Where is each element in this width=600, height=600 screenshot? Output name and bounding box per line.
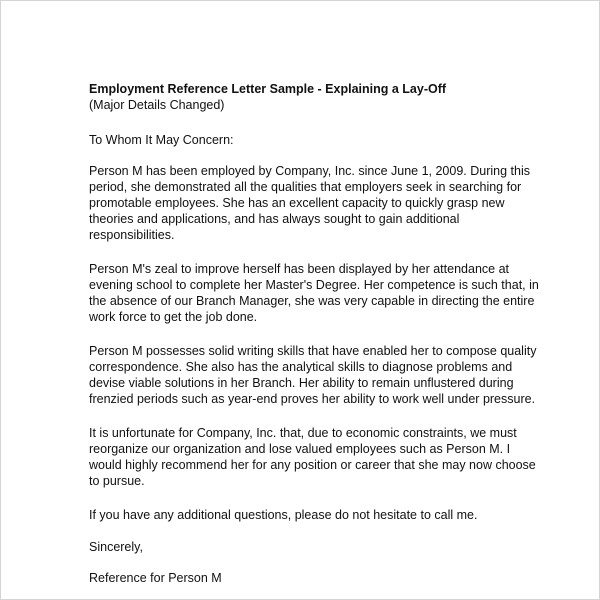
letter-title: Employment Reference Letter Sample - Explaining a Lay-Off bbox=[89, 82, 447, 96]
paragraph-line: devise viable solutions in her Branch. Her ability to remain unflustered during bbox=[89, 376, 514, 390]
paragraph-contact bbox=[89, 507, 529, 523]
paragraph-line: reorganize our organization and lose valued employees such as Person M. I bbox=[89, 442, 511, 456]
paragraph-line: It is unfortunate for Company, Inc. that, due to economic constraints, we must bbox=[89, 426, 517, 440]
paragraph-line: theories and applications, and has always sought to gain additional bbox=[89, 212, 460, 226]
letter-greeting: To Whom It May Concern: bbox=[89, 133, 234, 147]
paragraph-layoff bbox=[89, 425, 536, 489]
paragraph-employment bbox=[89, 163, 529, 243]
letter-subtitle: (Major Details Changed) bbox=[89, 98, 225, 112]
paragraph-line: Person M has been employed by Company, Inc. since June 1, 2009. During this bbox=[89, 164, 530, 178]
reference-letter bbox=[89, 81, 539, 586]
paragraph-skills bbox=[89, 343, 537, 407]
paragraph-education bbox=[89, 261, 539, 325]
paragraph-line: promotable employees. She has an excellent capacity to quickly grasp new bbox=[89, 196, 505, 210]
paragraph-line: evening school to complete her Master's Degree. Her competence is such that, in bbox=[89, 278, 539, 292]
paragraph-line: If you have any additional questions, please do not hesitate to call me. bbox=[89, 508, 478, 522]
paragraph-line: responsibilities. bbox=[89, 228, 175, 242]
paragraph-line: the absence of our Branch Manager, she was very capable in directing the entire bbox=[89, 294, 535, 308]
paragraph-line: frenzied periods such as year-end proves her ability to work well under pressure. bbox=[89, 392, 536, 406]
paragraph-line: would highly recommend her for any position or career that she may now choose bbox=[89, 458, 536, 472]
paragraph-line: Person M's zeal to improve herself has been displayed by her attendance at bbox=[89, 262, 509, 276]
letter-closing: Sincerely, bbox=[89, 540, 143, 554]
paragraph-line: period, she demonstrated all the qualities that employers seek in searching for bbox=[89, 180, 522, 194]
paragraph-line: work force to get the job done. bbox=[89, 310, 258, 324]
paragraph-line: Person M possesses solid writing skills that have enabled her to compose quality bbox=[89, 344, 537, 358]
letter-signature: Reference for Person M bbox=[89, 571, 222, 585]
paragraph-line: correspondence. She also has the analytical skills to diagnose problems and bbox=[89, 360, 513, 374]
paragraph-line: to pursue. bbox=[89, 474, 145, 488]
